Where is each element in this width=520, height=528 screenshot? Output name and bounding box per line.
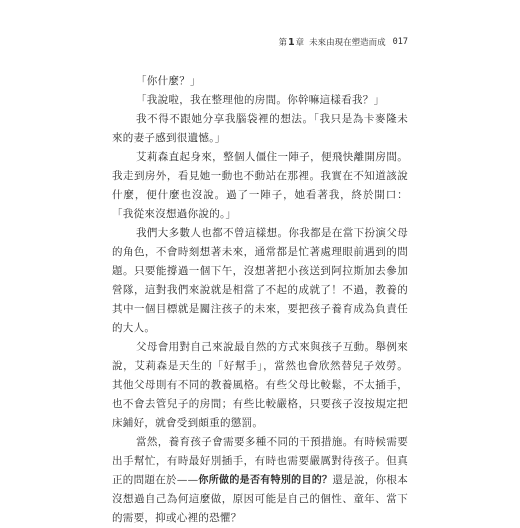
chapter-prefix: 第 <box>278 38 287 48</box>
paragraph-6: 父母會用對自己來說最自然的方式來與孩子互動。舉例來說，艾莉森是天生的「好幫手」，當然也會欣然替兒子效勞。其他父母則有不同的教養風格。有些父母比較鬆，不太插手，也不會去管兒子的房間；有些比較嚴格，只要孩子沒按規定把床鋪好，就會受到頗重的懲罰。 <box>112 341 408 429</box>
chapter-label <box>278 36 304 48</box>
paragraph-2: 「我說啦，我在整理他的房間。你幹嘛這樣看我？」 <box>136 94 385 106</box>
paragraph-5: 我們大多數人也都不曾這樣想。你我都是在當下扮演父母的角色，不會時刻想著未來，通常都是忙著處理眼前遇到的問題。只要能撐過一個下午，沒想著把小孩送到阿拉斯加去參加營隊，這對我們來說就是相當了不起的成就了！不過，教養的其中一個目標就是關注孩子的未來，要把孩子養育成為負責任的大人。 <box>112 227 408 334</box>
running-header <box>278 35 408 49</box>
paragraph-7-tail: 還是說，你根本沒想過自己為何這麼做，原因可能是自己的個性、童年、當下的需要，抑或心裡的恐懼？ <box>112 474 408 524</box>
page-number: 017 <box>392 37 408 47</box>
paragraph-1: 「你什麼？」 <box>136 75 201 87</box>
chapter-title: 未來由現在塑造而成 <box>309 38 386 48</box>
paragraph-4: 艾莉森直起身來，整個人僵住一陣子，便飛快離開房間。我走到房外，看見她一動也不動站在那裡。我實在不知道該說什麼，便什麼也沒說。過了一陣子，她看著我，終於開口：「我從來沒想過你說的。」 <box>112 151 408 220</box>
emphasis-question: 你所做的是否有特別的目的？ <box>198 475 333 486</box>
page-body <box>112 72 408 528</box>
chapter-suffix: 章 <box>295 38 305 48</box>
chapter-number: 1 <box>287 36 295 48</box>
paragraph-7 <box>112 433 408 528</box>
paragraph-3: 我不得不跟她分享我腦袋裡的想法。「我只是為卡麥隆未來的妻子感到很遺憾。」 <box>112 113 408 144</box>
paragraph-7-lead: 當然，養育孩子會需要多種不同的干預措施。有時候需要出手幫忙，有時最好別插手，有時也需要嚴厲對待孩子。但真正的問題在於—— <box>112 436 408 486</box>
